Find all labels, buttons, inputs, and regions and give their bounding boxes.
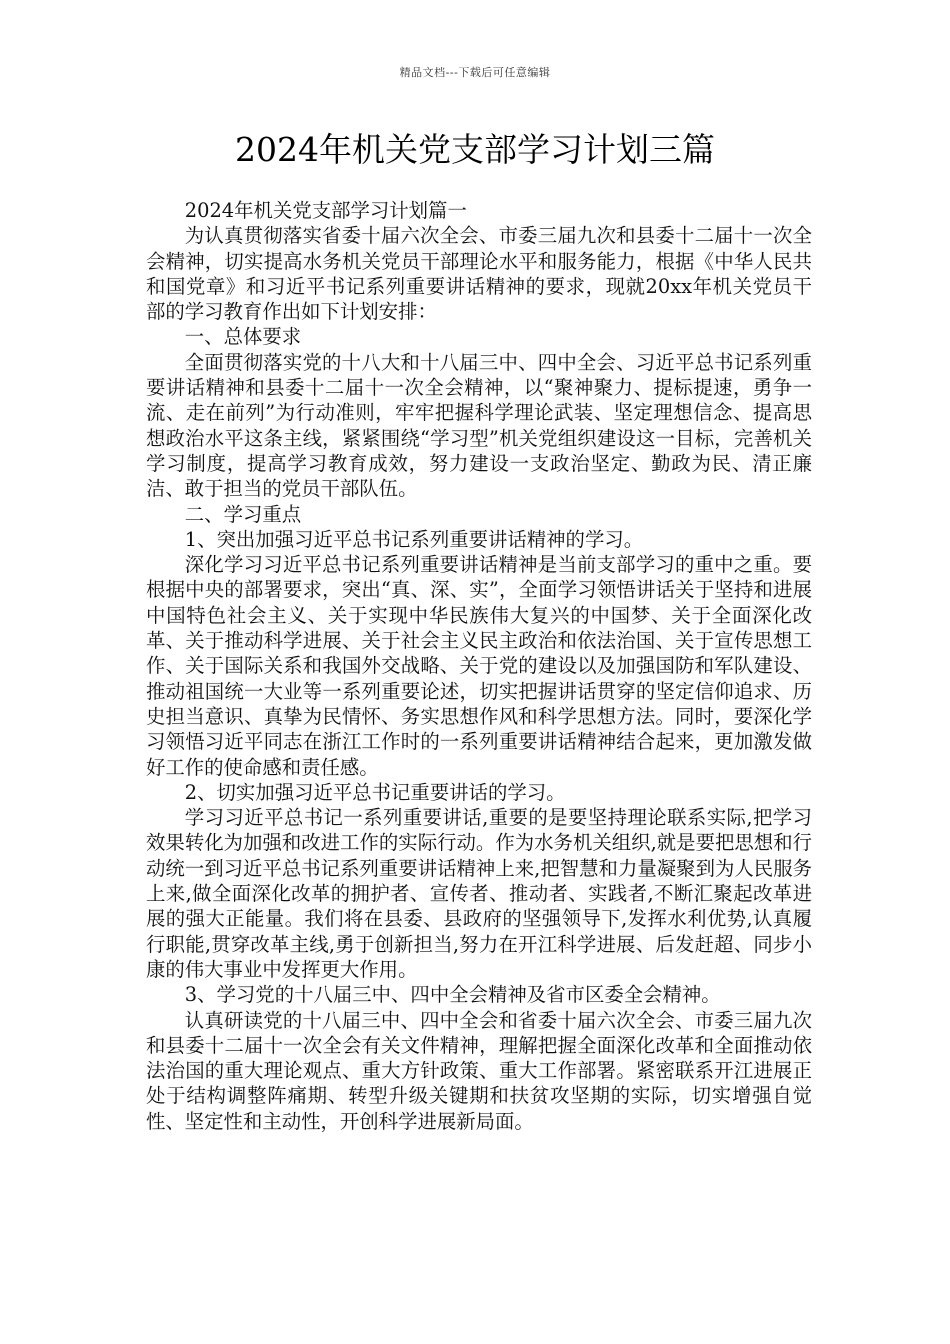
paragraph-general-requirements: 全面贯彻落实党的十八大和十八届三中、四中全会、习近平总书记系列重要讲话精神和县委十二届十一次全会精神，以“聚神聚力、提标提速，勇争一流、走在前列”为行动准则，牢牢把握科学理论武装、坚定理想信念、提高思想政治水平这条主线，紧紧围绕“学习型”机关党组织建设这一目标，完善机关学习制度，提高学习教育成效，努力建设一支政治坚定、勤政为民、清正廉洁、敢于担当的党员干部队伍。 [146,350,812,501]
header-note: 精品文档---下载后可任意编辑 [399,66,551,79]
paragraph-item-3: 认真研读党的十八届三中、四中全会和省委十届六次全会、市委三届九次和县委十二届十一次全会有关文件精神，理解把握全面深化改革和全面推动依法治国的重大理论观点、重大方针政策、重大工作部署。紧密联系开江进展正处于结构调整阵痛期、转型升级关键期和扶贫攻坚期的实际，切实增强自觉性、坚定性和主动性，开创科学进展新局面。 [146,1008,812,1133]
document-body [146,198,812,1134]
subheading-item-3: 3、学习党的十八届三中、四中全会精神及省市区委全会精神。 [184,983,721,1007]
paragraph-intro: 为认真贯彻落实省委十届六次全会、市委三届九次和县委十二届十一次全会精神，切实提高水务机关党员干部理论水平和服务能力，根据《中华人民共和国党章》和习近平书记系列重要讲话精神的要求，现就20xx年机关党员干部的学习教育作出如下计划安排： [146,224,812,324]
section-subtitle: 2024年机关党支部学习计划篇一 [184,199,467,222]
paragraph-item-1: 深化学习习近平总书记系列重要讲话精神是当前支部学习的重中之重。要根据中央的部署要求，突出“真、深、实”，全面学习领悟讲话关于坚持和进展中国特色社会主义、关于实现中华民族伟大复兴的中国梦、关于全面深化改革、关于推动科学进展、关于社会主义民主政治和依法治国、关于宣传思想工作、关于国际关系和我国外交战略、关于党的建设以及加强国防和军队建设、推动祖国统一大业等一系列重要论述，切实把握讲话贯穿的坚定信仰追求、历史担当意识、真挚为民情怀、务实思想作风和科学思想方法。同时，要深化学习领悟习近平同志在浙江工作时的一系列重要讲话精神结合起来，更加激发做好工作的使命感和责任感。 [146,553,812,779]
heading-general-requirements: 一、总体要求 [184,325,302,349]
subheading-item-2: 2、切实加强习近平总书记重要讲话的学习。 [184,780,566,804]
document-title: 2024年机关党支部学习计划三篇 [235,130,715,169]
paragraph-item-2: 学习习近平总书记一系列重要讲话,重要的是要坚持理论联系实际,把学习效果转化为加强和改进工作的实际行动。作为水务机关组织,就是要把思想和行动统一到习近平总书记系列重要讲话精神上来,把智慧和力量凝聚到为人民服务上来,做全面深化改革的拥护者、宣传者、推动者、实践者,不断汇聚起改革进展的强大正能量。我们将在县委、县政府的坚强领导下,发挥水利优势,认真履行职能,贯穿改革主线,勇于创新担当,努力在开江科学进展、后发赶超、同步小康的伟大事业中发挥更大作用。 [146,806,812,981]
heading-study-focus: 二、学习重点 [184,502,302,526]
subheading-item-1: 1、突出加强习近平总书记系列重要讲话精神的学习。 [184,527,644,551]
